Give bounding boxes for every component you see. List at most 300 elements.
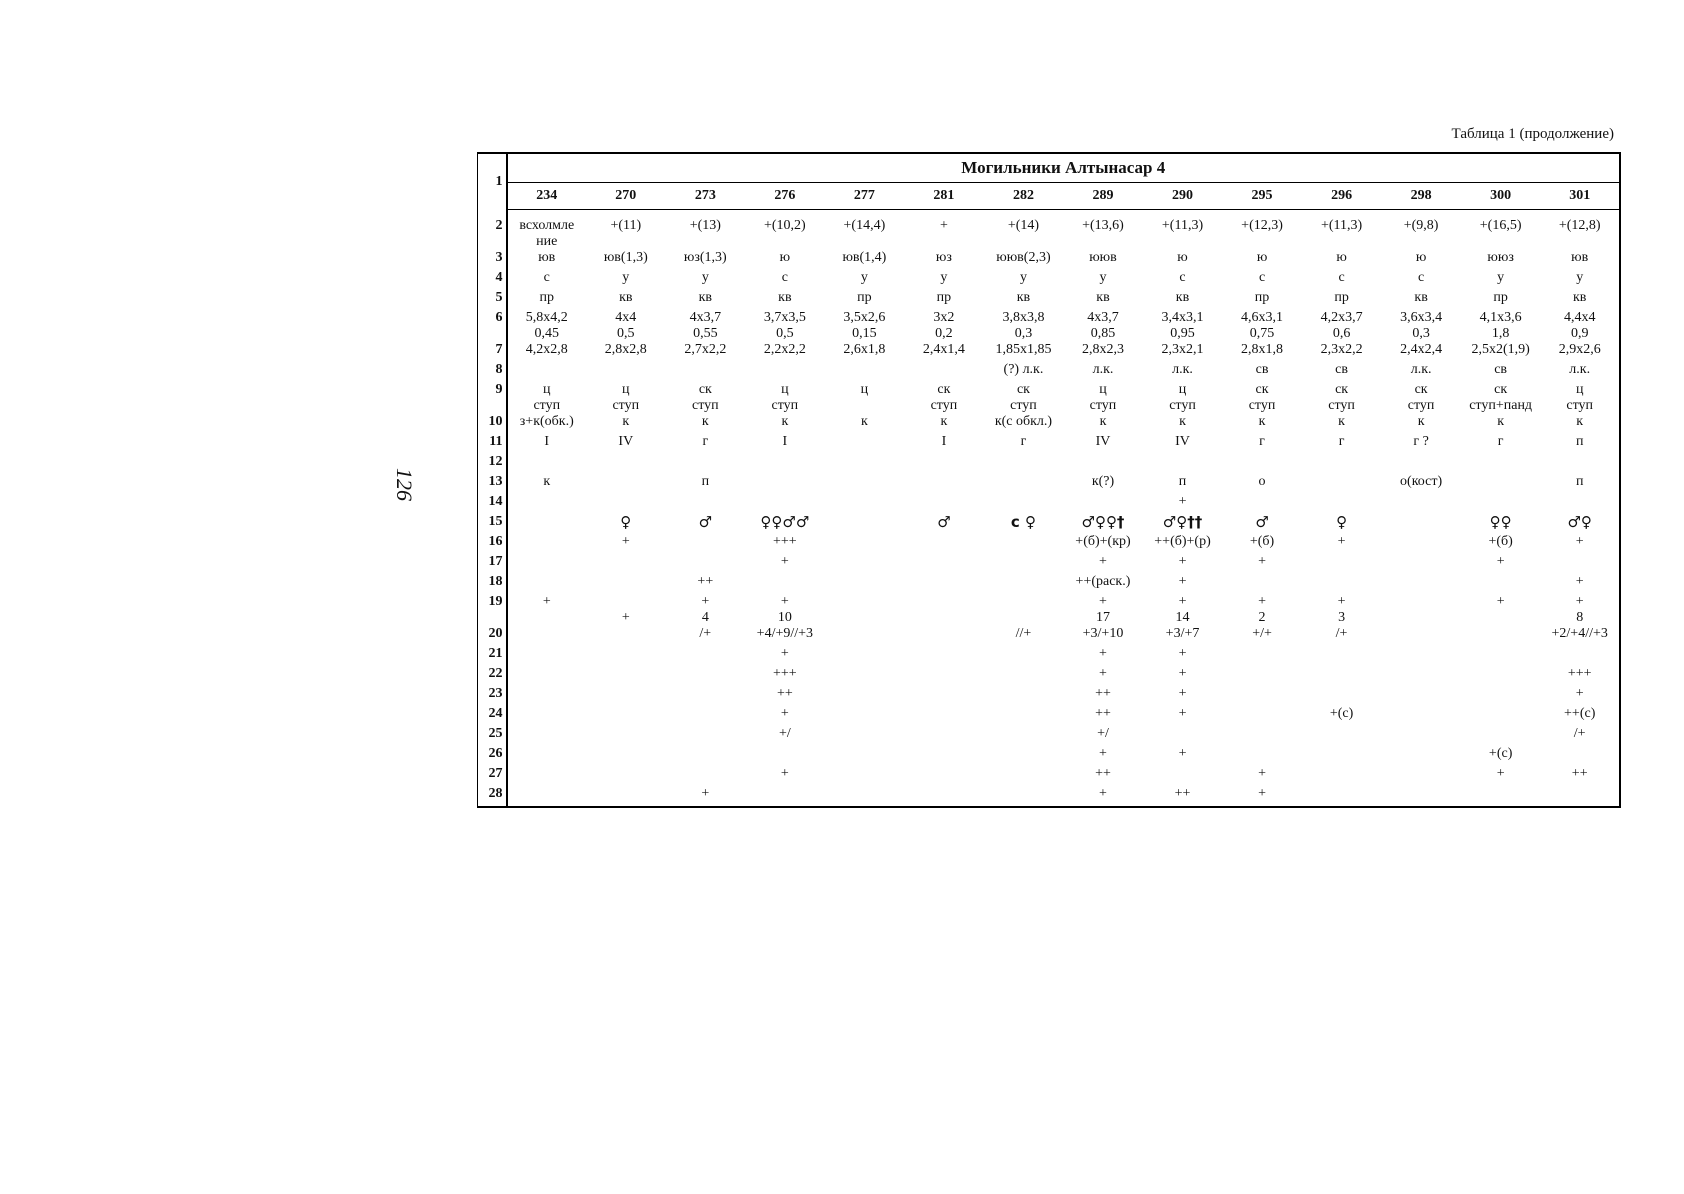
table-cell: +(11,3) [1320, 218, 1363, 233]
table-cell: + [1099, 646, 1107, 661]
table-cell: (?) л.к. [1003, 362, 1044, 377]
table-cell [904, 786, 984, 807]
table-cell [1540, 382, 1620, 414]
table-cell [1302, 574, 1382, 594]
column-header-301: 301 [1540, 183, 1620, 210]
table-cell: ♂ [1255, 514, 1269, 531]
cell-line: 5,8x4,2 [525, 310, 568, 325]
table-row [478, 434, 1621, 454]
table-cell [825, 626, 905, 646]
table-cell: +(13) [689, 218, 721, 233]
table-cell: /+ [1540, 726, 1620, 746]
table-cell: ♂ [937, 514, 951, 531]
cell-line: 3,7x3,5 [763, 310, 806, 325]
table-cell: +(б) [1249, 534, 1275, 549]
cell-line: 0,5 [617, 326, 635, 341]
table-cell [825, 666, 905, 686]
table-cell [507, 494, 587, 514]
table-cell: с [1418, 270, 1425, 285]
table-cell [904, 726, 984, 746]
column-header-289: 289 [1063, 183, 1143, 210]
table-cell [1461, 726, 1541, 746]
table-cell [1381, 786, 1461, 807]
table-cell [1222, 574, 1302, 594]
table-cell: ю [1336, 250, 1347, 265]
table-cell [1222, 382, 1302, 414]
table-cell [1222, 666, 1302, 686]
table-cell: ♂♀♀† [1081, 514, 1125, 531]
table-cell [507, 746, 587, 766]
table-cell: +4/+9//+3 [756, 626, 814, 641]
table-cell: +(с) [1329, 706, 1354, 721]
table-cell: + [1178, 706, 1187, 721]
table-cell [1222, 594, 1302, 626]
table-cell: п [1178, 474, 1187, 489]
table-cell: +(12,3) [1241, 218, 1283, 233]
table-cell [666, 706, 746, 726]
table-cell [1381, 666, 1461, 686]
table-cell: пр [936, 290, 952, 305]
table-cell [825, 746, 905, 766]
row-number: 6 [478, 310, 507, 342]
table-cell [666, 382, 746, 414]
table-cell: //+ [1015, 626, 1032, 641]
table-cell: +(16,5) [1479, 218, 1522, 233]
row-number: 7 [478, 342, 507, 362]
table-cell [1461, 382, 1541, 414]
cell-line: ц [1575, 382, 1584, 397]
cell-line: ступ [1328, 398, 1355, 413]
table-cell: к [940, 414, 948, 429]
table-cell: I [941, 434, 947, 449]
cell-line: 1,8 [1491, 326, 1510, 341]
cell-line: + [1337, 594, 1346, 609]
table-row [478, 594, 1621, 626]
table-cell [1461, 454, 1541, 474]
table-row [478, 666, 1621, 686]
table-cell: юв [538, 250, 556, 265]
row-number: 3 [478, 250, 507, 270]
table-cell [1461, 474, 1541, 494]
table-row [478, 382, 1621, 414]
table-cell [984, 686, 1064, 706]
table-cell: + [1222, 786, 1302, 807]
cell-line: 4x3,7 [689, 310, 722, 325]
cell-line: ступ [1169, 398, 1196, 413]
table-cell [507, 534, 587, 554]
cell-line: ступ [1089, 398, 1117, 413]
table-cell [507, 514, 587, 534]
column-header-290: 290 [1143, 183, 1223, 210]
table-cell: + [1178, 646, 1187, 661]
table-row [478, 310, 1621, 342]
table-cell: ц [860, 382, 869, 397]
row-number: 21 [478, 646, 507, 666]
table-cell: к [1497, 414, 1505, 429]
table-cell [745, 382, 825, 414]
table-cell: ++(б)+(р) [1154, 534, 1211, 549]
cell-line: ц [622, 382, 630, 397]
table-cell: з+к(обк.) [519, 414, 574, 429]
table-cell: пр [539, 290, 555, 305]
table-cell: ю [1177, 250, 1188, 265]
table-cell: + [1099, 746, 1107, 761]
table-cell: у [1540, 270, 1620, 290]
row-number: 15 [478, 514, 507, 534]
table-cell [984, 454, 1064, 474]
table-cell: +3/+10 [1082, 626, 1124, 641]
table-cell [1540, 646, 1620, 666]
cell-line: ступ [771, 398, 799, 413]
table-cell [1540, 454, 1620, 474]
table-cell: с [1258, 270, 1266, 285]
table-cell [825, 766, 905, 786]
table-cell [1143, 726, 1223, 746]
table-cell [984, 554, 1064, 574]
table-cell [1381, 646, 1461, 666]
row-number: 10 [478, 414, 507, 434]
table-cell [1381, 766, 1461, 786]
table-cell: + [1540, 686, 1620, 706]
table-cell [1222, 454, 1302, 474]
table-cell [904, 766, 984, 786]
table-cell: л.к. [1540, 362, 1620, 382]
cell-line: + [701, 594, 710, 609]
table-cell [1302, 454, 1382, 474]
table-cell [904, 666, 984, 686]
table-cell [586, 574, 666, 594]
table-cell [666, 666, 746, 686]
table-cell [1063, 310, 1143, 342]
table-row [478, 494, 1621, 514]
table-cell: ♂♀ [1540, 514, 1620, 534]
table-cell: к [1540, 414, 1620, 434]
table-cell: к [701, 414, 709, 429]
table-cell: к(?) [1091, 474, 1115, 489]
column-header-300: 300 [1461, 183, 1541, 210]
table-cell [1381, 726, 1461, 746]
table-cell [984, 382, 1064, 414]
table-cell [586, 726, 666, 746]
table-cell [984, 534, 1064, 554]
table-cell [1461, 666, 1541, 686]
table-cell [1222, 686, 1302, 706]
table-row [478, 290, 1621, 310]
table-cell [1540, 310, 1620, 342]
table-cell [825, 454, 905, 474]
table-cell: + [1099, 554, 1107, 569]
table-cell: о [1258, 474, 1266, 489]
table-cell [507, 574, 587, 594]
table-cell: +++ [773, 666, 797, 681]
table-cell: п [701, 474, 710, 489]
table-cell: +++ [1540, 666, 1620, 686]
table-cell [984, 746, 1064, 766]
table-cell: 2,8x1,8 [1241, 342, 1284, 357]
table-cell: + [621, 534, 630, 549]
cell-line: 4,4x4 [1563, 310, 1596, 325]
table-cell: 1,85x1,85 [995, 342, 1052, 357]
table-cell: ++(раск.) [1075, 574, 1131, 589]
table-cell [586, 454, 666, 474]
table-cell [984, 574, 1064, 594]
table-cell [507, 686, 587, 706]
cell-line: + [780, 594, 789, 609]
cell-line: ступ [1566, 398, 1594, 413]
table-cell: кв [778, 290, 792, 305]
table-cell [586, 686, 666, 706]
table-cell [586, 646, 666, 666]
table-cell [586, 746, 666, 766]
cell-line: 0,75 [1249, 326, 1275, 341]
table-cell [666, 494, 746, 514]
table-cell [666, 766, 746, 786]
cell-line: ц [1178, 382, 1187, 397]
table-cell: + [780, 554, 789, 569]
table-cell: юз [935, 250, 952, 265]
table-cell: о(кост) [1400, 474, 1443, 489]
table-cell: ++ [776, 686, 793, 701]
table-cell: IV [1095, 434, 1111, 449]
table-cell [586, 310, 666, 342]
cell-line: ступ [692, 398, 719, 413]
table-cell: пр [1334, 290, 1349, 305]
table-cell [1302, 382, 1382, 414]
column-header-row [478, 183, 1621, 210]
table-cell: у [1099, 270, 1107, 285]
table-cell: 2,7x2,2 [684, 342, 727, 357]
cell-line: ступ [1407, 398, 1435, 413]
table-cell [825, 594, 905, 626]
table-cell [825, 362, 905, 382]
table-cell: к [1099, 414, 1107, 429]
table-cell: I [544, 434, 550, 449]
table-cell: к [1258, 414, 1266, 429]
table-cell: 2,4x2,4 [1400, 342, 1443, 357]
table-cell: с [781, 270, 788, 285]
cell-line: 3,4x3,1 [1161, 310, 1204, 325]
cell-line: ц [1099, 382, 1107, 397]
table-row [478, 250, 1621, 270]
table-cell [666, 554, 746, 574]
cell-line: 3 [1338, 610, 1346, 625]
table-cell: ♀♀♂♂ [760, 514, 810, 531]
table-row [478, 626, 1621, 646]
table-cell [984, 646, 1064, 666]
table-cell: ++ [1095, 686, 1111, 701]
table-cell [1540, 786, 1620, 807]
table-cell [1063, 382, 1143, 414]
table-cell [904, 646, 984, 666]
table-cell [825, 646, 905, 666]
table-cell [1540, 494, 1620, 514]
table-cell: г [1338, 434, 1345, 449]
table-cell: ююз [1487, 250, 1514, 265]
cell-line: 14 [1175, 610, 1190, 625]
cell-line: 0,9 [1570, 326, 1589, 341]
row-number: 14 [478, 494, 507, 514]
table-cell: +/ [1097, 726, 1109, 741]
table-cell: к [622, 414, 630, 429]
table-cell: св [1255, 362, 1269, 377]
table-cell: +2/+4//+3 [1540, 626, 1620, 646]
table-cell: ++ [1540, 766, 1620, 786]
table-cell: +(12,8) [1540, 210, 1620, 251]
table-cell: кв [1096, 290, 1110, 305]
table-cell: +++ [773, 534, 797, 549]
table-cell: ♀ [620, 514, 632, 531]
table-cell [666, 686, 746, 706]
table-cell: +/+ [1252, 626, 1272, 641]
table-cell [586, 474, 666, 494]
table-cell: + [780, 706, 789, 721]
table-cell: юв(1,4) [842, 250, 887, 265]
table-cell: ++ [1095, 766, 1111, 781]
table-cell: г [1497, 434, 1504, 449]
table-cell [1381, 594, 1461, 626]
table-cell [1381, 310, 1461, 342]
table-cell: ю [779, 250, 791, 265]
table-cell: пр [1254, 290, 1270, 305]
cell-line: ск [1494, 382, 1508, 397]
row-number: 28 [478, 786, 507, 807]
table-cell [1381, 574, 1461, 594]
table-row [478, 646, 1621, 666]
cell-line: ск [1255, 382, 1269, 397]
table-cell [825, 534, 905, 554]
table-cell [1302, 594, 1382, 626]
table-cell [904, 686, 984, 706]
table-cell [904, 554, 984, 574]
table-cell: IV [1175, 434, 1190, 449]
table-cell: + [1178, 574, 1187, 589]
table-cell [984, 706, 1064, 726]
table-cell [825, 686, 905, 706]
table-cell: г [1020, 434, 1027, 449]
table-cell: у [701, 270, 709, 285]
table-cell [1222, 706, 1302, 726]
table-cell [1381, 534, 1461, 554]
table-cell [1302, 766, 1382, 786]
column-header-277: 277 [825, 183, 905, 210]
table-cell [586, 626, 666, 646]
table-cell [1540, 746, 1620, 766]
cell-line: 0,45 [534, 326, 560, 341]
table-cell [904, 310, 984, 342]
table-cell: кв [1540, 290, 1620, 310]
table-cell: ♂♀†† [1162, 514, 1203, 531]
table-row [478, 534, 1621, 554]
cell-line: + [621, 610, 630, 625]
table-cell: ююв [1089, 250, 1117, 265]
table-cell: кв [1016, 290, 1031, 305]
table-cell [745, 574, 825, 594]
column-header-273: 273 [666, 183, 746, 210]
column-header-295: 295 [1222, 183, 1302, 210]
cell-line: ступ [533, 398, 561, 413]
cell-line: ц [543, 382, 551, 397]
row-number: 24 [478, 706, 507, 726]
table-cell [1063, 594, 1143, 626]
row-number: 20 [478, 626, 507, 646]
table-cell: к [1338, 414, 1345, 429]
table-cell [1461, 626, 1541, 646]
table-cell: у [860, 270, 868, 285]
table-cell [1143, 594, 1223, 626]
table-cell [904, 474, 984, 494]
table-cell [1381, 494, 1461, 514]
table-cell: + [1496, 554, 1505, 569]
table-cell [1222, 494, 1302, 514]
table-cell [904, 362, 984, 382]
cell-line: 3,5x2,6 [843, 310, 886, 325]
cell-line: ц [781, 382, 789, 397]
row-number: 4 [478, 270, 507, 290]
table-cell [1461, 686, 1541, 706]
table-cell [1381, 706, 1461, 726]
table-cell: с ♀ [1010, 514, 1036, 531]
cell-line: + [1575, 594, 1584, 609]
table-cell [984, 474, 1064, 494]
table-cell [586, 362, 666, 382]
table-cell [984, 494, 1064, 514]
table-cell [825, 554, 905, 574]
table-cell [507, 626, 587, 646]
table-cell [1461, 786, 1541, 807]
table-cell: +(9,8) [1403, 218, 1439, 233]
cell-line: ступ+панд [1469, 398, 1533, 413]
cell-line: + [1099, 594, 1107, 609]
table-cell: + [1178, 666, 1187, 681]
cell-line: ступ [612, 398, 640, 413]
table-cell: к [781, 414, 789, 429]
table-cell [1222, 646, 1302, 666]
column-header-298: 298 [1381, 183, 1461, 210]
table-cell: ♀ [1336, 514, 1348, 531]
table-cell [586, 554, 666, 574]
table-cell [825, 494, 905, 514]
table-cell: п [1540, 474, 1620, 494]
row-number: 22 [478, 666, 507, 686]
cell-line: ск [698, 382, 712, 397]
column-header-281: 281 [904, 183, 984, 210]
cell-line: ск [1335, 382, 1349, 397]
table-cell [745, 594, 825, 626]
table-cell [745, 474, 825, 494]
table-cell [1222, 726, 1302, 746]
table-cell [1461, 574, 1541, 594]
table-cell [1302, 786, 1382, 807]
cell-line: + [1178, 594, 1187, 609]
row-number: 19 [478, 594, 507, 626]
table-row [478, 706, 1621, 726]
table-cell [984, 594, 1064, 626]
table-cell: с [1338, 270, 1345, 285]
table-cell [745, 310, 825, 342]
table-row [478, 210, 1621, 251]
row-number: 27 [478, 766, 507, 786]
cell-line: 3,8x3,8 [1002, 310, 1045, 325]
cell-line: ние [536, 234, 558, 249]
table-cell [507, 786, 587, 807]
table-cell [666, 646, 746, 666]
table-cell [825, 706, 905, 726]
table-cell: + [939, 218, 948, 233]
table-cell [666, 746, 746, 766]
row-number: 17 [478, 554, 507, 574]
table-cell: + [1258, 766, 1266, 781]
table-cell [507, 666, 587, 686]
